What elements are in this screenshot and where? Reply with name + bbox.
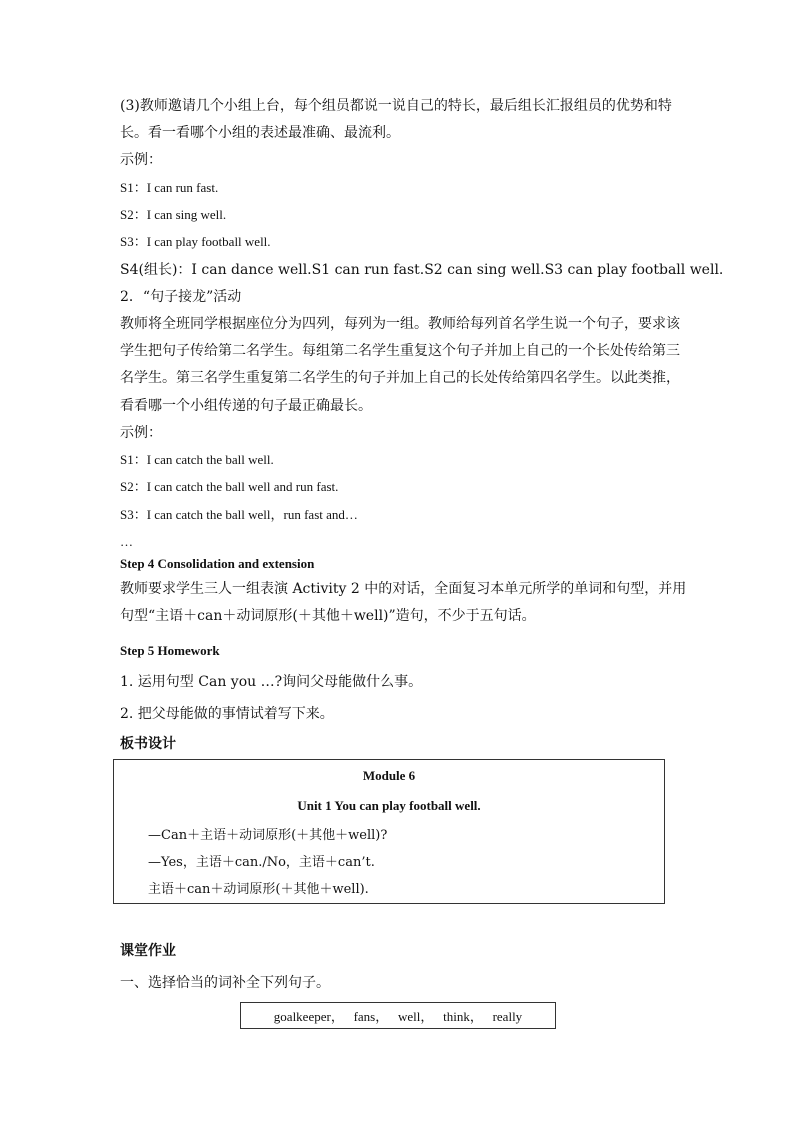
text-line: 教师将全班同学根据座位分为四列，每列为一组。教师给每列首名学生说一个句子，要求该 xyxy=(120,316,680,332)
text-line: S1：I can catch the ball well. xyxy=(120,452,274,467)
text-line: 句型“主语＋can＋动词原形(＋其他＋well)”造句，不少于五句话。 xyxy=(120,608,536,624)
board-line-1: —Can＋主语＋动词原形(＋其他＋well)? xyxy=(148,828,388,843)
text-line: S2：I can sing well. xyxy=(120,207,227,222)
text-line: S2：I can catch the ball well and run fast. xyxy=(120,479,339,494)
word-bank-box: goalkeeper， fans， well， think， really xyxy=(240,1002,556,1029)
board-line-3: 主语＋can＋动词原形(＋其他＋well). xyxy=(148,882,369,897)
text-line: S4(组长)：I can dance well.S1 can run fast.S2 can sing well.S3 can play football well. xyxy=(120,262,724,278)
text-line: S3：I can play football well. xyxy=(120,234,271,249)
text-line: 教师要求学生三人一组表演 Activity 2 中的对话，全面复习本单元所学的单词和句型，并用 xyxy=(120,581,687,597)
text-line: 看看哪一个小组传递的句子最正确最长。 xyxy=(120,398,372,414)
text-line: S1：I can run fast. xyxy=(120,180,219,195)
text-line: 2. 把父母能做的事情试着写下来。 xyxy=(120,706,334,722)
text-line: 长。看一看哪个小组的表述最准确、最流利。 xyxy=(120,125,400,141)
text-line: 学生把句子传给第二名学生。每组第二名学生重复这个句子并加上自己的一个长处传给第三 xyxy=(120,343,680,359)
text-line: Step 5 Homework xyxy=(120,643,220,658)
text-line: 一、选择恰当的词补全下列句子。 xyxy=(120,975,330,991)
board-line-2: —Yes，主语＋can./No，主语＋can’t. xyxy=(148,855,375,870)
text-line: (3)教师邀请几个小组上台，每个组员都说一说自己的特长，最后组长汇报组员的优势和特 xyxy=(120,98,672,114)
text-line: S3：I can catch the ball well，run fast and… xyxy=(120,507,358,522)
text-line: 名学生。第三名学生重复第二名学生的句子并加上自己的长处传给第四名学生。以此类推， xyxy=(120,370,680,386)
text-line: 1. 运用句型 Can you …?询问父母能做什么事。 xyxy=(120,674,423,690)
text-line: 2．“句子接龙”活动 xyxy=(120,289,242,305)
text-line: 板书设计 xyxy=(120,737,176,752)
text-line: … xyxy=(120,534,133,549)
text-line: 示例： xyxy=(120,152,162,168)
board-title: Module 6 xyxy=(362,768,416,783)
blackboard-design-box xyxy=(113,759,665,904)
text-line: Step 4 Consolidation and extension xyxy=(120,556,315,571)
text-line: 示例： xyxy=(120,425,162,441)
text-line: 课堂作业 xyxy=(120,944,176,959)
board-subtitle: Unit 1 You can play football well. xyxy=(297,798,481,813)
